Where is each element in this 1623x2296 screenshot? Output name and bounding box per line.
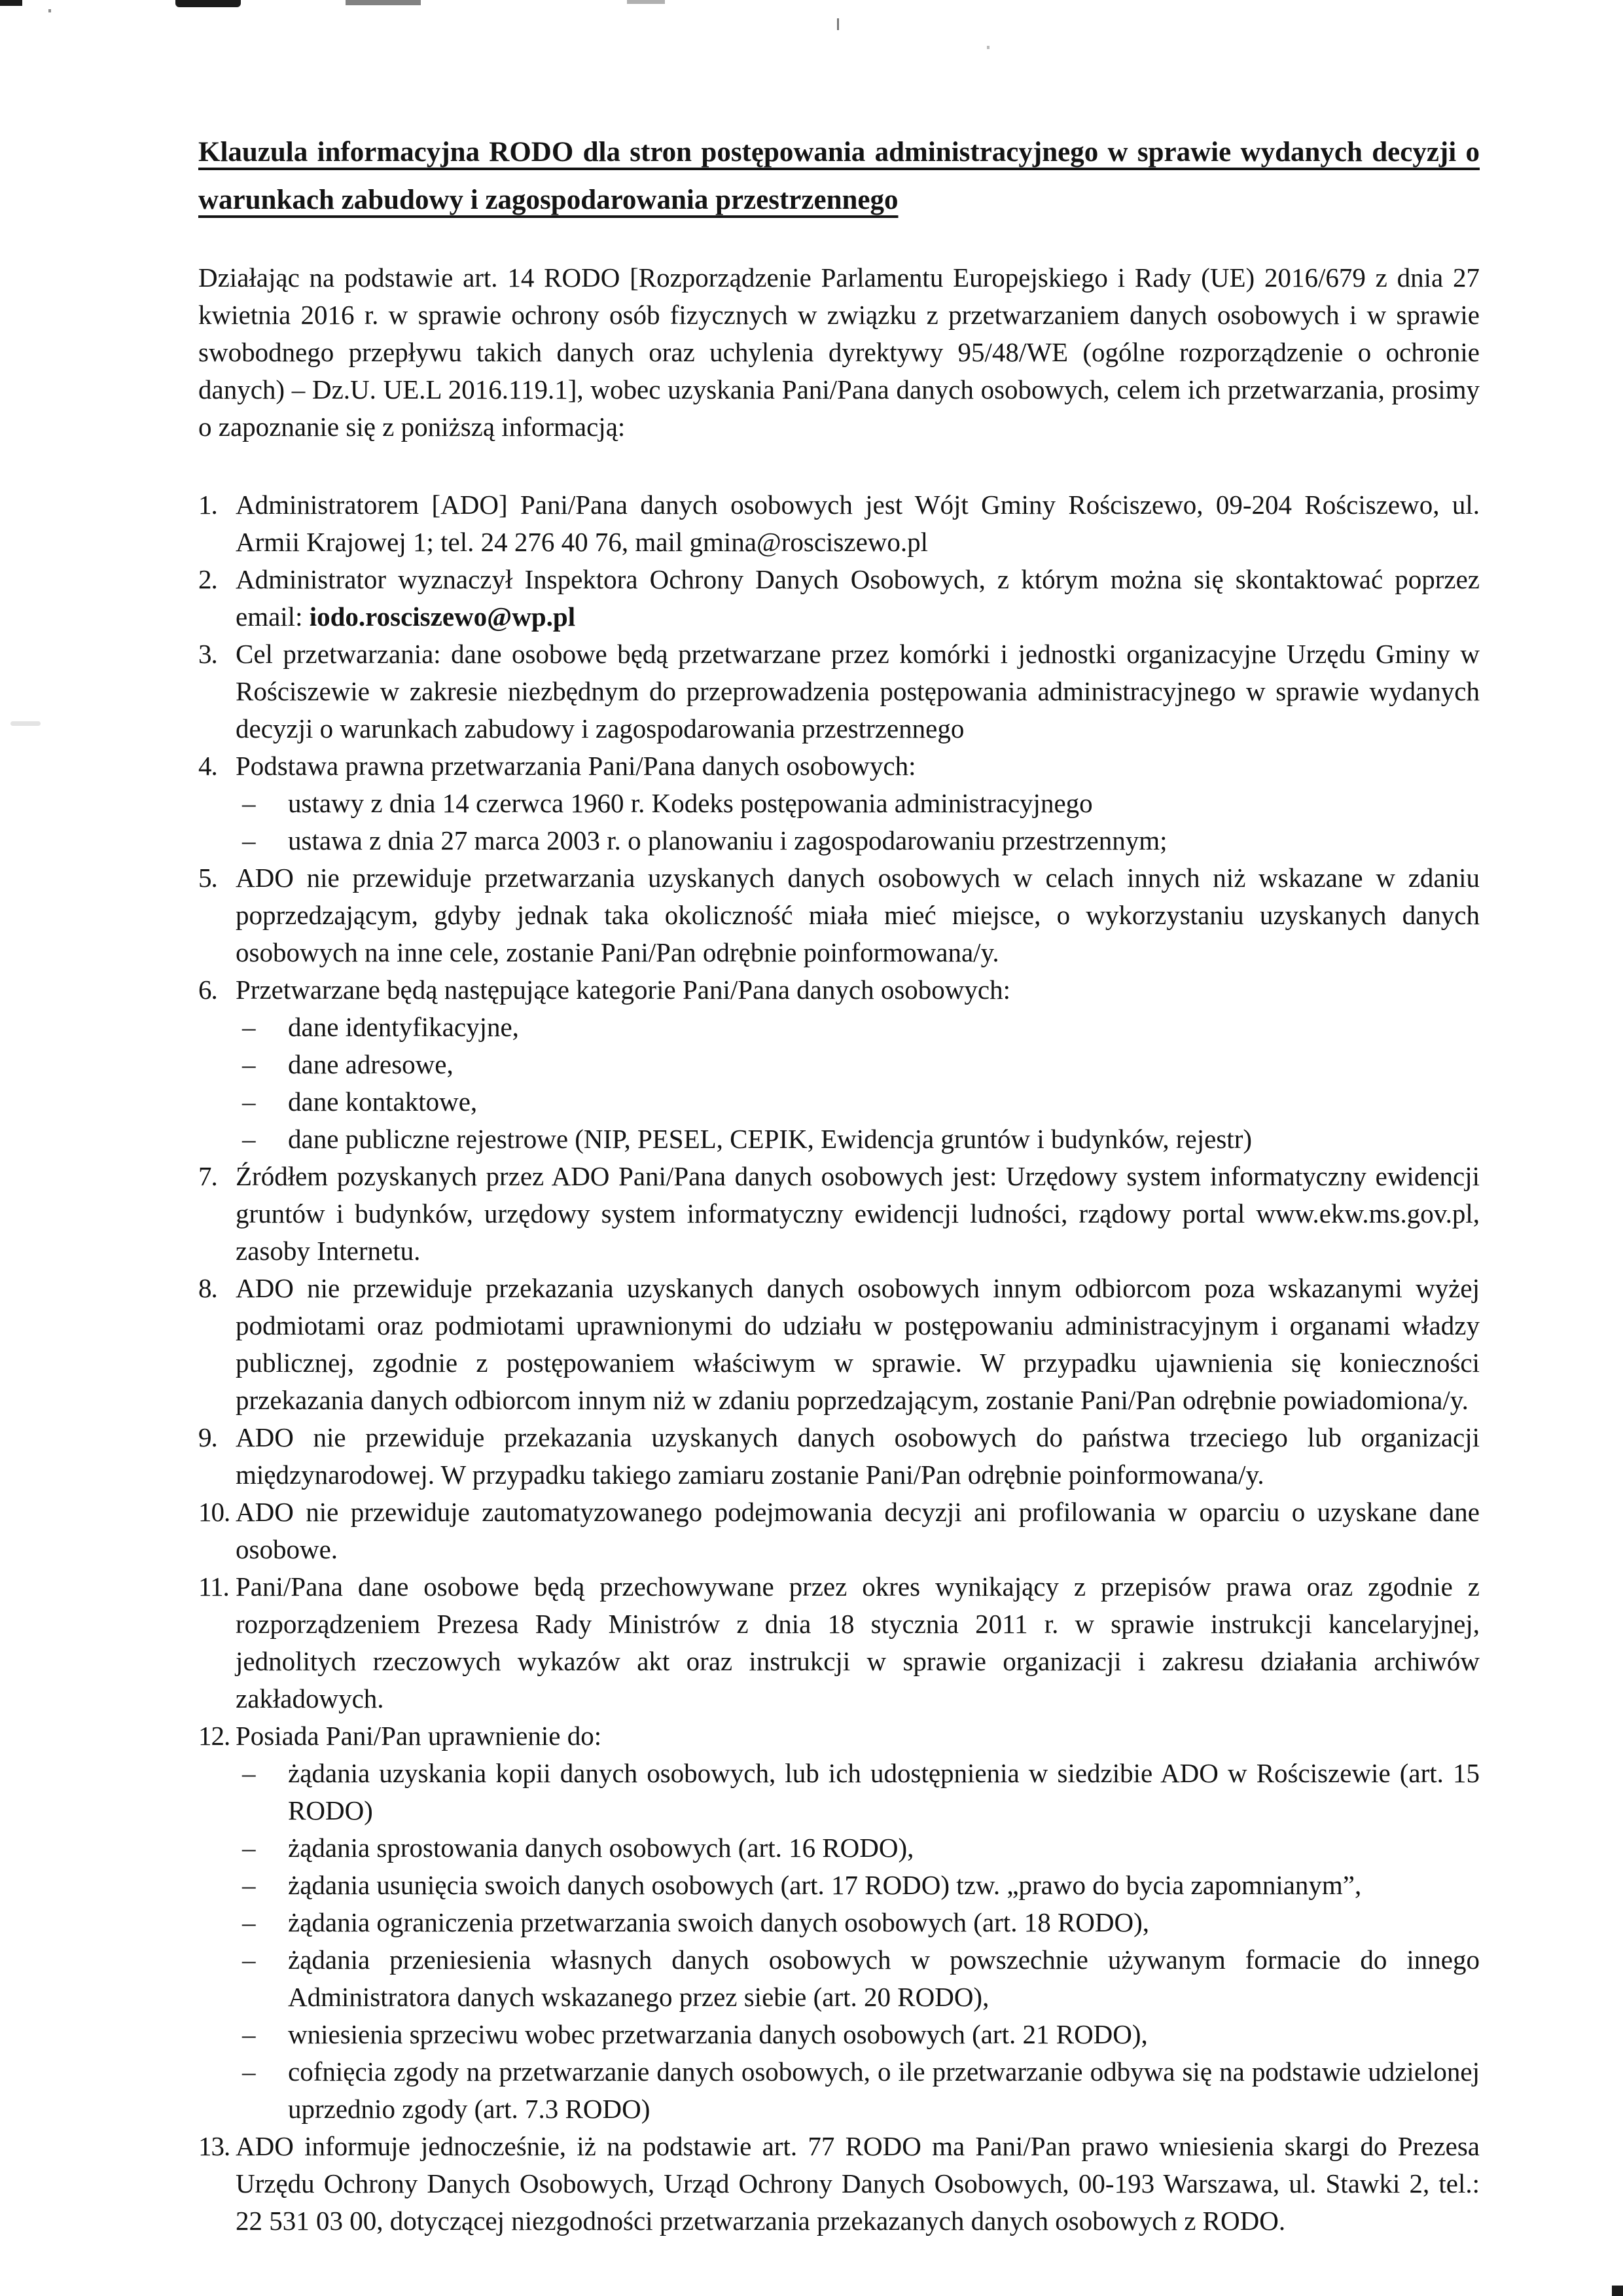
sub-item-text: dane kontaktowe, xyxy=(288,1086,478,1117)
dash-bullet: – xyxy=(242,1907,256,1937)
dash-bullet: – xyxy=(242,1758,256,1788)
item-number: 7. xyxy=(198,1161,217,1191)
list-item xyxy=(198,1158,1480,1270)
sub-item-text: dane adresowe, xyxy=(288,1049,454,1079)
scan-artifact xyxy=(346,0,421,5)
dash-bullet: – xyxy=(242,1945,256,1975)
list-item xyxy=(198,971,1480,1158)
dash-bullet: – xyxy=(242,788,256,818)
scan-artifact xyxy=(837,18,839,30)
scan-artifact xyxy=(48,9,51,12)
sub-item-text: żądania sprostowania danych osobowych (art. 16 RODO), xyxy=(288,1833,914,1863)
list-item xyxy=(198,1717,1480,2128)
sub-item-text: dane identyfikacyjne, xyxy=(288,1012,519,1042)
item-text: ADO nie przewiduje przekazania uzyskanych danych osobowych innym odbiorcom poza wskazanymi wyżej podmiotami oraz podmiotami uprawnionymi do udziału w postępowaniu administracyjnym i organami władzy publicznej, zgodnie z postępowaniem właściwym w sprawie. W przypadku ujawnienia się konieczności przekazania danych odbiorcom innym niż w zdaniu poprzedzającym, zostanie Pani/Pan odrębnie powiadomiona/y. xyxy=(236,1273,1480,1415)
sub-item xyxy=(236,1121,1480,1158)
item-text: Cel przetwarzania: dane osobowe będą przetwarzane przez komórki i jednostki organizacyjne Urzędu Gminy w Rościszewie w zakresie niezbędnym do przeprowadzenia postępowania administracyjnego w sprawie wydanych decyzji o warunkach zabudowy i zagospodarowania przestrzennego xyxy=(236,639,1480,744)
item-text: Pani/Pana dane osobowe będą przechowywane przez okres wynikający z przepisów prawa oraz zgodnie z rozporządzeniem Prezesa Rady Ministrów z dnia 18 stycznia 2011 r. w sprawie instrukcji kancelaryjnej, jednolitych rzeczowych wykazów akt oraz instrukcji w sprawie organizacji i zakresu działania archiwów zakładowych. xyxy=(236,1571,1480,1713)
list-item xyxy=(198,1419,1480,1494)
item-number: 9. xyxy=(198,1422,217,1452)
sub-item xyxy=(236,1046,1480,1083)
list-item xyxy=(198,486,1480,561)
item-number: 2. xyxy=(198,564,217,594)
list-item xyxy=(198,1568,1480,1717)
dash-bullet: – xyxy=(242,825,256,855)
sub-item-text: ustawa z dnia 27 marca 2003 r. o planowaniu i zagospodarowaniu przestrzennym; xyxy=(288,825,1168,855)
document-title: Klauzula informacyjna RODO dla stron postępowania administracyjnego w sprawie wydanych decyzji o warunkach zabudowy i zagospodarowania przestrzennego xyxy=(198,137,1480,215)
document-content xyxy=(198,128,1480,2240)
item-number: 11. xyxy=(198,1571,229,1602)
list-item xyxy=(198,561,1480,636)
sub-item xyxy=(236,1083,1480,1121)
item-text: Administrator wyznaczył Inspektora Ochrony Danych Osobowych, z którym można się skontaktować poprzez email: iodo.rosciszewo@wp.pl xyxy=(236,564,1480,632)
item-text: Źródłem pozyskanych przez ADO Pani/Pana danych osobowych jest: Urzędowy system informatyczny ewidencji gruntów i budynków, urzędowy system informatyczny ewidencji ludności, rządowy portal www.ekw.ms.gov.pl, zasoby Internetu. xyxy=(236,1161,1480,1266)
dash-bullet: – xyxy=(242,1049,256,1079)
sub-item xyxy=(236,2016,1480,2053)
sub-item-text: żądania uzyskania kopii danych osobowych, lub ich udostępnienia w siedzibie ADO w Rościszewie (art. 15 RODO) xyxy=(288,1758,1480,1825)
sub-item xyxy=(236,1009,1480,1046)
scan-artifact xyxy=(0,0,22,6)
item-number: 4. xyxy=(198,751,217,781)
scan-artifact xyxy=(10,721,41,726)
item-text: Przetwarzane będą następujące kategorie Pani/Pana danych osobowych: xyxy=(236,975,1010,1005)
sub-item xyxy=(236,2053,1480,2128)
numbered-list xyxy=(198,486,1480,2240)
sub-item-text: cofnięcia zgody na przetwarzanie danych osobowych, o ile przetwarzanie odbywa się na podstawie udzielonej uprzednio zgody (art. 7.3 RODO) xyxy=(288,2056,1480,2124)
list-item xyxy=(198,1270,1480,1419)
item-text: ADO nie przewiduje zautomatyzowanego podejmowania decyzji ani profilowania w oparciu o uzyskane dane osobowe. xyxy=(236,1497,1480,1564)
item-text: Administratorem [ADO] Pani/Pana danych osobowych jest Wójt Gminy Rościszewo, 09-204 Rościszewo, ul. Armii Krajowej 1; tel. 24 276 40 76, mail gmina@rosciszewo.pl xyxy=(236,490,1480,557)
dash-bullet: – xyxy=(242,1086,256,1117)
sub-item xyxy=(236,1904,1480,1941)
list-item xyxy=(198,1494,1480,1568)
item-number: 8. xyxy=(198,1273,217,1303)
list-item xyxy=(198,2128,1480,2240)
sub-item xyxy=(236,1941,1480,2016)
item-number: 3. xyxy=(198,639,217,669)
item-number: 13. xyxy=(198,2131,230,2161)
sub-item xyxy=(236,1867,1480,1904)
item-text: ADO nie przewiduje przetwarzania uzyskanych danych osobowych w celach innych niż wskazane w zdaniu poprzedzającym, gdyby jednak taka okoliczność miała mieć miejsce, o wykorzystaniu uzyskanych danych osobowych na inne cele, zostanie Pani/Pan odrębnie poinformowana/y. xyxy=(236,863,1480,967)
item-text: ADO informuje jednocześnie, iż na podstawie art. 77 RODO ma Pani/Pan prawo wniesienia skargi do Prezesa Urzędu Ochrony Danych Osobowych, Urząd Ochrony Danych Osobowych, 00-193 Warszawa, ul. Stawki 2, tel.: 22 531 03 00, dotyczącej niezgodności przetwarzania przekazanych danych osobowych z RODO. xyxy=(236,2131,1480,2236)
dash-bullet: – xyxy=(242,2019,256,2049)
item-number: 10. xyxy=(198,1497,230,1527)
sub-item-text: dane publiczne rejestrowe (NIP, PESEL, CEPIK, Ewidencja gruntów i budynków, rejestr) xyxy=(288,1124,1252,1154)
sub-item-text: wniesienia sprzeciwu wobec przetwarzania danych osobowych (art. 21 RODO), xyxy=(288,2019,1148,2049)
item-text: Podstawa prawna przetwarzania Pani/Pana danych osobowych: xyxy=(236,751,916,781)
sub-item-text: żądania przeniesienia własnych danych osobowych w powszechnie używanym formacie do innego Administratora danych wskazanego przez siebie (art. 20 RODO), xyxy=(288,1945,1480,2012)
sub-item xyxy=(236,785,1480,822)
sub-list xyxy=(236,1755,1480,2128)
sub-item-text: żądania ograniczenia przetwarzania swoich danych osobowych (art. 18 RODO), xyxy=(288,1907,1150,1937)
sub-item-text: ustawy z dnia 14 czerwca 1960 r. Kodeks postępowania administracyjnego xyxy=(288,788,1093,818)
sub-item-text: żądania usunięcia swoich danych osobowych (art. 17 RODO) tzw. „prawo do bycia zapomnianym”, xyxy=(288,1870,1362,1900)
sub-item xyxy=(236,1829,1480,1867)
item-number: 6. xyxy=(198,975,217,1005)
scan-artifact xyxy=(175,0,241,7)
intro-paragraph: Działając na podstawie art. 14 RODO [Rozporządzenie Parlamentu Europejskiego i Rady (UE) 2016/679 z dnia 27 kwietnia 2016 r. w sprawie ochrony osób fizycznych w związku z przetwarzaniem danych osobowych i w sprawie swobodnego przepływu takich danych oraz uchylenia dyrektywy 95/48/WE (ogólne rozporządzenie o ochronie danych) – Dz.U. UE.L 2016.119.1], wobec uzyskania Pani/Pana danych osobowych, celem ich przetwarzania, prosimy o zapoznanie się z poniższą informacją: xyxy=(198,262,1480,442)
item-number: 5. xyxy=(198,863,217,893)
list-item xyxy=(198,747,1480,859)
item-text: ADO nie przewiduje przekazania uzyskanych danych osobowych do państwa trzeciego lub organizacji międzynarodowej. W przypadku takiego zamiaru zostanie Pani/Pan odrębnie poinformowana/y. xyxy=(236,1422,1480,1490)
dash-bullet: – xyxy=(242,2056,256,2087)
dash-bullet: – xyxy=(242,1124,256,1154)
sub-list xyxy=(236,785,1480,859)
scan-artifact xyxy=(627,0,665,4)
sub-item xyxy=(236,1755,1480,1829)
dash-bullet: – xyxy=(242,1012,256,1042)
scan-artifact xyxy=(987,46,990,49)
dash-bullet: – xyxy=(242,1870,256,1900)
list-item xyxy=(198,636,1480,747)
item-number: 1. xyxy=(198,490,217,520)
item-number: 12. xyxy=(198,1721,230,1751)
sub-list xyxy=(236,1009,1480,1158)
dash-bullet: – xyxy=(242,1833,256,1863)
list-item xyxy=(198,859,1480,971)
item-text: Posiada Pani/Pan uprawnienie do: xyxy=(236,1721,602,1751)
scan-artifact xyxy=(1612,2286,1623,2296)
sub-item xyxy=(236,822,1480,859)
